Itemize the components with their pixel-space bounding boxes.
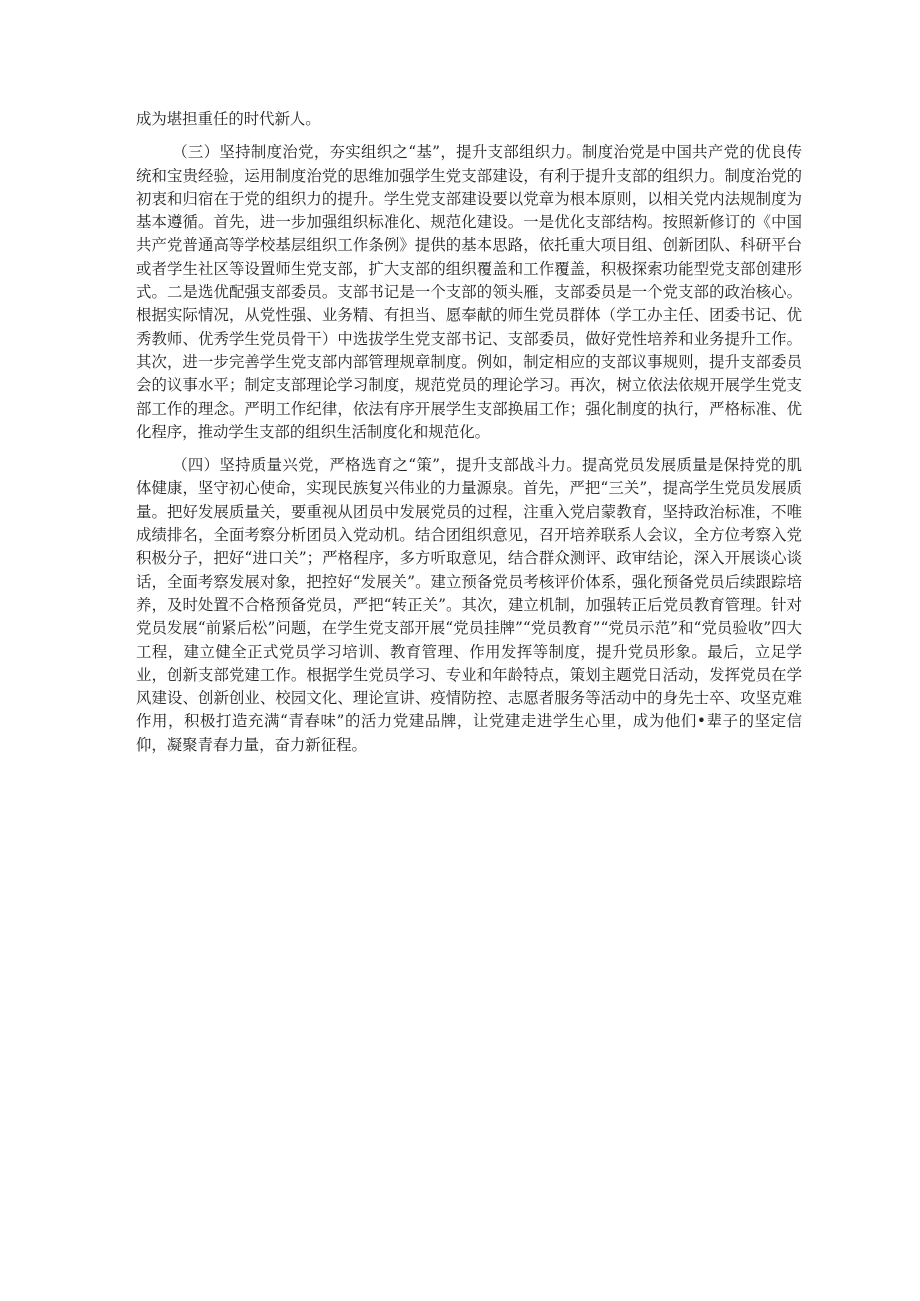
- paragraph-gap: [136, 444, 802, 454]
- paragraph-section-three: （三）坚持制度治党，夯实组织之“基”，提升支部组织力。制度治党是中国共产党的优良传统和宝贵经验，运用制度治党的思维加强学生党支部建设，有利于提升支部的组织力。制度治党的初衷和归宿在于党的组织力的提升。学生党支部建设要以党章为根本原则，以相关党内法规制度为基本遵循。首先，进一步加强组织标准化、规范化建设。一是优化支部结构。按照新修订的《中国共产党普通高等学校基层组织工作条例》提供的基本思路，依托重大项目组、创新团队、科研平台或者学生社区等设置师生党支部，扩大支部的组织覆盖和工作覆盖，积极探索功能型党支部创建形式。二是选优配强支部委员。支部书记是一个支部的领头雁，支部委员是一个党支部的政治核心。根据实际情况，从党性强、业务精、有担当、愿奉献的师生党员群体（学工办主任、团委书记、优秀教师、优秀学生党员骨干）中选拔学生党支部书记、支部委员，做好党性培养和业务提升工作。其次，进一步完善学生党支部内部管理规章制度。例如，制定相应的支部议事规则，提升支部委员会的议事水平；制定支部理论学习制度，规范党员的理论学习。再次，树立依法依规开展学生党支部工作的理念。严明工作纪律，依法有序开展学生支部换届工作；强化制度的执行，严格标准、优化程序，推动学生支部的组织生活制度化和规范化。: [136, 143, 802, 441]
- document-body: [136, 108, 802, 757]
- paragraph-continuation: 成为堪担重任的时代新人。: [136, 110, 321, 128]
- paragraph-gap: [136, 131, 802, 141]
- paragraph-section-four: （四）坚持质量兴党，严格选育之“策”，提升支部战斗力。提高党员发展质量是保持党的肌体健康，坚守初心使命，实现民族复兴伟业的力量源泉。首先，严把“三关”，提高学生党员发展质量。把好发展质量关，要重视从团员中发展党员的过程，注重入党启蒙教育，坚持政治标准，不唯成绩排名，全面考察分析团员入党动机。结合团组织意见，召开培养联系人会议，全方位考察入党积极分子，把好“进口关”；严格程序，多方听取意见，结合群众测评、政审结论，深入开展谈心谈话，全面考察发展对象，把控好“发展关”。建立预备党员考核评价体系，强化预备党员后续跟踪培养，及时处置不合格预备党员，严把“转正关”。其次，建立机制，加强转正后党员教育管理。针对党员发展“前紧后松”问题，在学生党支部开展“党员挂牌”“党员教育”“党员示范”和“党员验收”四大工程，建立健全正式党员学习培训、教育管理、作用发挥等制度，提升党员形象。最后，立足学业，创新支部党建工作。根据学生党员学习、专业和年龄特点，策划主题党日活动，发挥党员在学风建设、创新创业、校园文化、理论宣讲、疫情防控、志愿者服务等活动中的身先士卒、攻坚克难作用，积极打造充满“青春味”的活力党建品牌，让党建走进学生心里，成为他们•辈子的坚定信仰，凝聚青春力量，奋力新征程。: [136, 456, 802, 754]
